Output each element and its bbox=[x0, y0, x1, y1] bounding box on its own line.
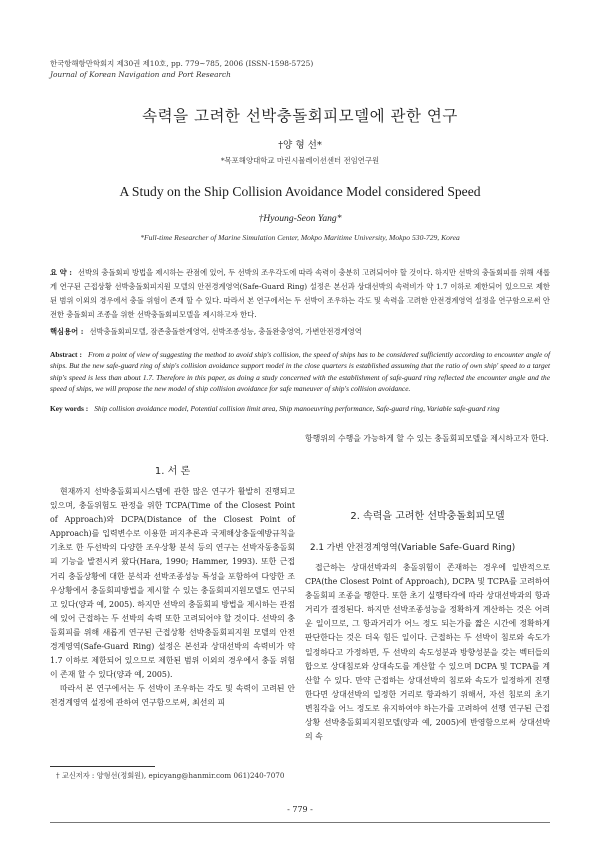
keywords-korean-label: 핵심용어 : bbox=[50, 327, 84, 336]
section-1-paragraph-2-continued: 항행위의 수행을 가능하게 할 수 있는 충돌회피모델을 제시하고자 한다. bbox=[305, 434, 549, 443]
section-1-paragraph-2: 따라서 본 연구에서는 두 선박이 조우하는 각도 및 속력이 고려된 안전경계영역 설정에 관하여 연구함으로써, 최선의 피 bbox=[50, 684, 295, 708]
abstract-english bbox=[50, 349, 550, 395]
keywords-english bbox=[50, 403, 550, 414]
abstract-korean bbox=[50, 266, 550, 322]
section-2-paragraph-1: 접근하는 상대선박과의 충돌위험이 존재하는 경우에 일반적으로 CPA(the Closest Point of Approach), DCPA 및 TCPA를 고려하여 충돌회피 조종을 행한다. 또한 초기 실행타각에 따라 상대선박과의 항과거리가 결정된다. 하지만 선박조종성능을 정확하게 계산하는 것은 어려운 일이므로, 그 항과거리가 어느 정도 되는가를 짧은 시간에 정확하게 판단한다는 것은 더욱 힘든 일이다. 근접하는 두 선박이 침로와 속도가 일정하다고 가정하면, 두 선박의 속도성분과 방향성분을 갖는 벡터들의 합으로 상대침로와 상대속도를 계산할 수 있으며 DCPA 및 TCPA를 계산할 수 있다. 만약 근접하는 상대선박의 침로와 속도가 일정하게 진행한다면 상대선박의 일정한 거리로 항과하기 위해서, 자선 침로의 초기 변침각을 어느 정도로 유지하여야 하는가를 고려하여 선행 연구된 근접상황 선박충돌회피지원모델(양과 예, 2005)에 반영함으로써 상대선박의 속 bbox=[305, 563, 550, 742]
keywords-korean-text: 선박충돌회피모델, 잠존충돌한계영역, 선박조종성능, 충돌완충영역, 가변안전경계영역 bbox=[89, 327, 362, 336]
abstract-korean-label: 요 약 : bbox=[50, 268, 72, 277]
section-1-body bbox=[50, 485, 295, 711]
abstract-korean-text: 선박의 충돌회피 방법을 제시하는 관점에 있어, 두 선박의 조우각도에 따라 속력이 충분히 고려되어야 할 것이다. 하지만 선박의 충돌회피를 위해 새롭게 연구된 근접상황 선박충돌회피지원 모델의 안전경계영역(Safe-Guard Ring) 설정은 본선과 상대선박의 속력비가 약 1.7 이하로 제한되어 있으므로 제한된 범위 이외의 경우에서 충돌 위험이 존재 할 수 있다. 따라서 본 연구에서는 두 선박이 조우하는 각도 및 속력을 고려한 안전경계영역 설정을 연구함으로써 안전한 충돌회피 조종을 위한 선박충돌회피모델을 제시하고자 한다. bbox=[50, 268, 550, 319]
footnote-separator bbox=[50, 766, 155, 767]
title-korean: 속력을 고려한 선박충돌회피모델에 관한 연구 bbox=[142, 107, 458, 125]
title-english: A Study on the Ship Collision Avoidance Model considered Speed bbox=[119, 184, 481, 199]
journal-info-ko: 한국항해항만학회지 제30권 제10호, pp. 779~785, 2006 (ISSN-1598-5725) bbox=[50, 59, 314, 68]
section-2-heading: 2. 속력을 고려한 선박충돌회피모델 bbox=[350, 511, 505, 522]
abstract-english-text: From a point of view of suggesting the method to avoid ship's collision, the speed of ships has to be considered sufficiently according to encounter angle of ships. But the new safe-guard ring of ship's collision avoidance support model in the close quarters is established assuming that the ratio of own ship' speed to a target ship's speed is less than about 1.7. Therefore in this paper, as doing a study concerned with the establishment of safe-guard ring reflected the encounter angle and the speed of ships, we will propose the new model of ship collision avoidance for safe maneuver of ship's collision avoidance. bbox=[50, 350, 551, 394]
keywords-english-text: Ship collision avoidance model, Potential collision limit area, Ship manoeuvring performance, Safe-guard ring, Variable safe-guard ring bbox=[94, 404, 500, 413]
journal-header bbox=[50, 58, 313, 80]
keywords-korean bbox=[50, 327, 550, 337]
page-number: - 779 - bbox=[287, 805, 313, 814]
affiliation-english: *Full-time Researcher of Marine Simulation Center, Mokpo Maritime University, Mokpo 530-729, Korea bbox=[140, 233, 460, 242]
section-2-body bbox=[305, 561, 550, 744]
author-korean: †양 형 선* bbox=[278, 140, 322, 151]
keywords-english-label: Key words : bbox=[50, 404, 89, 413]
section-2-1-heading: 2.1 가변 안전경계영역(Variable Safe-Guard Ring) bbox=[310, 543, 516, 553]
bottom-rule bbox=[50, 822, 550, 823]
section-1-paragraph-1: 현재까지 선박충돌회피시스템에 관한 많은 연구가 활발히 진행되고 있으며, 충돌위험도 판정을 위한 TCPA(Time of the Closest Point of Approach)와 DCPA(Distance of the Closest Point of Approach)를 입력변수로 이용한 퍼지추론과 국제해상충돌예방규칙을 기초로 한 두선박의 다양한 조우상황 분석 등의 연구는 선박자동충돌회피 기능을 발전시켜 왔다(Hara, 1990; Hammer, 1993). 또한 근접거리 충돌상황에 대한 분석과 선박조종성능 특성을 포함하여 다양한 조우상황에서 충돌회피방법을 제시할 수 있는 충돌회피지원모델도 연구되고 있다(양과 예, 2005). 하지만 선박의 충돌회피 방법을 제시하는 관점에 있어 근접하는 두 선박의 속력 또한 고려되어야 할 것이다. 선박의 충돌회피를 위해 새롭게 연구된 근접상황 선박충돌회피지원 모델의 안전경계영역(Safe-Guard Ring) 설정은 본선과 상대선박의 속력비가 약 1.7 이하로 제한되어 있으므로 제한된 범위 이외의 경우에서 충돌 위험이 존재 할 수 있다(양과 예, 2005). bbox=[50, 487, 295, 680]
section-1-heading: 1. 서 론 bbox=[154, 466, 191, 477]
affiliation-korean: *목포해양대학교 마린시뮬레이션센터 전임연구원 bbox=[220, 156, 380, 165]
author-english: †Hyoung-Seon Yang* bbox=[258, 213, 342, 224]
corresponding-author-footnote: † 교신저자 : 양형선(정회원), epicyang@hanmir.com 061)240-7070 bbox=[56, 771, 285, 780]
journal-name-en: Journal of Korean Navigation and Port Research bbox=[50, 70, 231, 79]
abstract-english-label: Abstract : bbox=[50, 350, 82, 359]
